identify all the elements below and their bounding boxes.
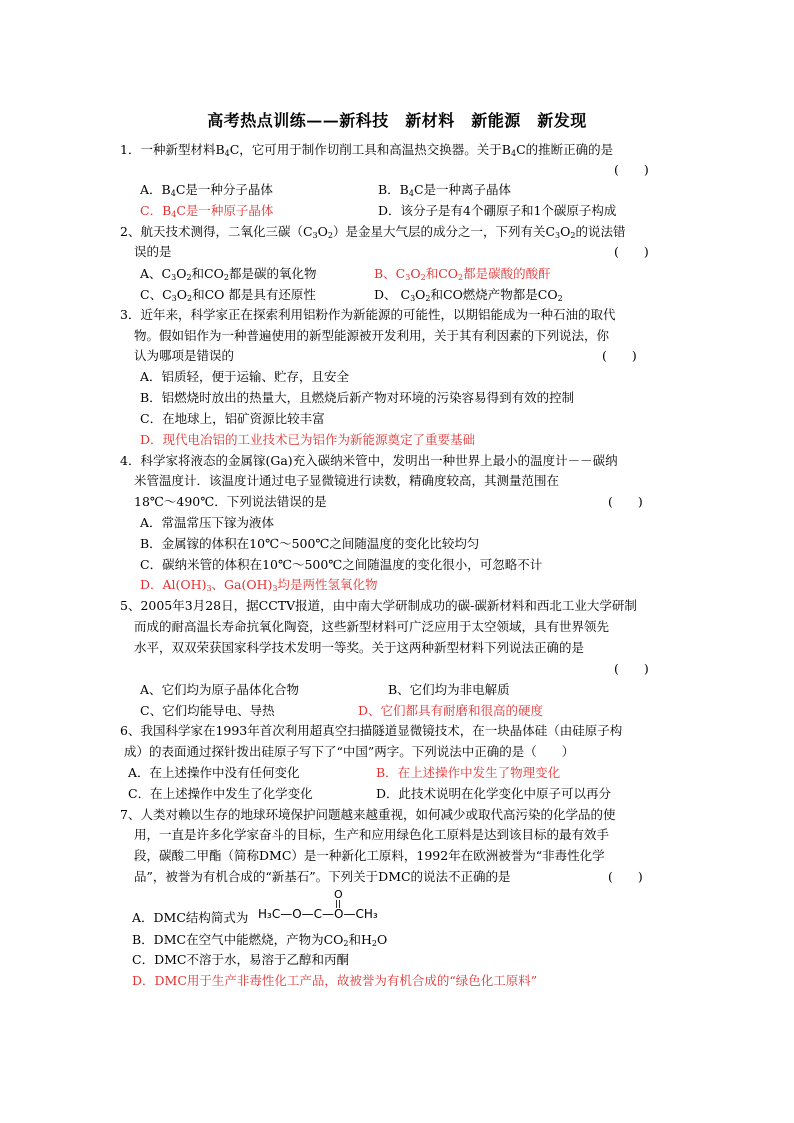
q5-stem-line1: 5、2005年3月28日，据CCTV报道，由中南大学研制成功的碳-碳新材料和西北工业大学研制 [120, 598, 637, 613]
q7-stem-line2: 用，一直是许多化学家奋斗的目标，生产和应用绿色化工原料是达到该目标的最有效手 [134, 827, 610, 842]
q7-stem-line3: 段，碳酸二甲酯（简称DMC）是一种新化工原料，1992年在欧洲被誉为“非毒性化学 [134, 848, 605, 863]
formula-main-chain: H₃C—O—C—O—CH₃ [258, 907, 378, 921]
carbonyl-oxygen: O [334, 888, 343, 901]
q4-stem-line3: 18℃～490℃．下列说法错误的是 [134, 494, 327, 509]
q1-option-c: C．$B_4C$是一种原子晶体 [140, 203, 274, 219]
q6-option-c: C．在上述操作中发生了化学变化 [128, 786, 313, 801]
q4-option-c: C．碳纳米管的体积在10℃～500℃之间随温度的变化很小，可忽略不计 [140, 557, 543, 572]
q3-option-c: C．在地球上，铝矿资源比较丰富 [140, 411, 325, 426]
q2-option-d: D、 $C_3O_2$和CO燃烧产物都是$CO_2$ [374, 287, 563, 303]
page-title: 高考热点训练——新科技 新材料 新能源 新发现 [207, 111, 587, 130]
q4-option-a: A．常温常压下镓为液体 [140, 515, 275, 530]
q5-option-c: C、它们均能导电、导热 [140, 703, 275, 718]
q4-option-d: D．$Al(OH)_3$、$Ga(OH)_3$均是两性氢氧化物 [140, 577, 378, 593]
q4-option-b: B．金属镓的体积在10℃～500℃之间随温度的变化比较均匀 [140, 536, 480, 551]
q4-answer-paren: ( ) [608, 494, 643, 509]
q2-option-c: C、$C_3O_2$和CO 都是具有还原性 [140, 287, 316, 303]
q1-answer-paren: ( ) [614, 162, 649, 177]
q2-option-a: A、$C_3O_2$和$CO_2$都是碳的氧化物 [140, 266, 317, 282]
q5-option-a: A、它们均为原子晶体化合物 [140, 682, 300, 697]
q4-stem-line1: 4．科学家将液态的金属镓(Ga)充入碳纳米管中，发明出一种世界上最小的温度计－－碳纳 [120, 453, 618, 468]
q2-answer-paren: ( ) [614, 244, 649, 259]
q7-option-c: C．DMC不溶于水，易溶于乙醇和丙酮 [132, 952, 349, 967]
q3-option-b: B．铝燃烧时放出的热量大，且燃烧后新产物对环境的污染容易得到有效的控制 [140, 390, 575, 405]
q1-option-d: D．该分子是有4个硼原子和1个碳原子构成 [378, 203, 617, 218]
q4-stem-line2: 米管温度计．该温度计通过电子显微镜进行读数，精确度较高，其测量范围在 [134, 473, 560, 488]
q7-option-b: B．DMC在空气中能燃烧，产物为$CO_2$和$H_2O$ [132, 932, 388, 948]
q7-stem-line4: 品”，被誉为有机合成的“新基石”。下列关于DMC的说法不正确的是 [134, 869, 511, 884]
q2-stem-line1: 2、航天技术测得，二氧化三碳$(C_3O_2)$是金星大气层的成分之一，下列有关$C_3O_2$的说法错 [120, 224, 626, 240]
q7-stem-line1: 7、人类对赖以生存的地球环境保护问题越来越重视，如何减少或取代高污染的化学品的使 [120, 807, 616, 822]
q5-stem-line3: 水平，双双荣获国家科学技术发明一等奖。关于这两种新型材料下列说法正确的是 [134, 640, 585, 655]
q6-stem-line2: 成）的表面通过探针拨出硅原子写下了“中国”两字。下列说法中正确的是（ ） [124, 744, 575, 759]
q6-option-b: B．在上述操作中发生了物理变化 [376, 765, 561, 780]
q1-option-a: A．$B_4C$是一种分子晶体 [140, 182, 273, 198]
q1-option-b: B．$B_4C$是一种离子晶体 [378, 182, 512, 198]
q5-option-d: D、它们都具有耐磨和很高的硬度 [358, 703, 544, 718]
q7-option-a: A．DMC结构简式为 [132, 910, 249, 925]
q1-stem: 1．一种新型材料$B_4C$，它可用于制作切削工具和高温热交换器。关于$B_4C$的推断正确的是 [120, 142, 614, 158]
q5-option-b: B、它们均为非电解质 [388, 682, 510, 697]
q2-stem-line2: 误的是 [134, 244, 172, 259]
q7-answer-paren: ( ) [608, 869, 643, 884]
q5-answer-paren: ( ) [614, 661, 649, 676]
q6-option-d: D．此技术说明在化学变化中原子可以再分 [376, 786, 612, 801]
q7-option-d: D．DMC用于生产非毒性化工产品，故被誉为有机合成的“绿色化工原料” [132, 973, 538, 988]
q2-option-b: B、$C_3O_2$和$CO_2$都是碳酸的酸酐 [374, 266, 551, 282]
q3-stem-line2: 物。假如铝作为一种普遍使用的新型能源被开发利用，关于其有利因素的下列说法，你 [134, 328, 610, 343]
q3-stem-line3: 认为哪项是错误的 [134, 348, 235, 363]
q3-option-a: A．铝质轻，便于运输、贮存，且安全 [140, 369, 350, 384]
q3-answer-paren: ( ) [602, 348, 637, 363]
q3-stem-line1: 3．近年来，科学家正在探索利用铝粉作为新能源的可能性，以期铝能成为一种石油的取代 [120, 307, 616, 322]
q6-stem-line1: 6、我国科学家在1993年首次利用超真空扫描隧道显微镜技术，在一块晶体硅（由硅原子构 [120, 723, 623, 738]
dmc-structural-formula [258, 887, 418, 927]
q3-option-d: D．现代电冶铝的工业技术已为铝作为新能源奠定了重要基础 [140, 432, 476, 447]
q5-stem-line2: 而成的耐高温长寿命抗氧化陶瓷，这些新型材料可广泛应用于太空领域，具有世界领先 [134, 619, 610, 634]
q6-option-a: A．在上述操作中没有任何变化 [128, 765, 300, 780]
